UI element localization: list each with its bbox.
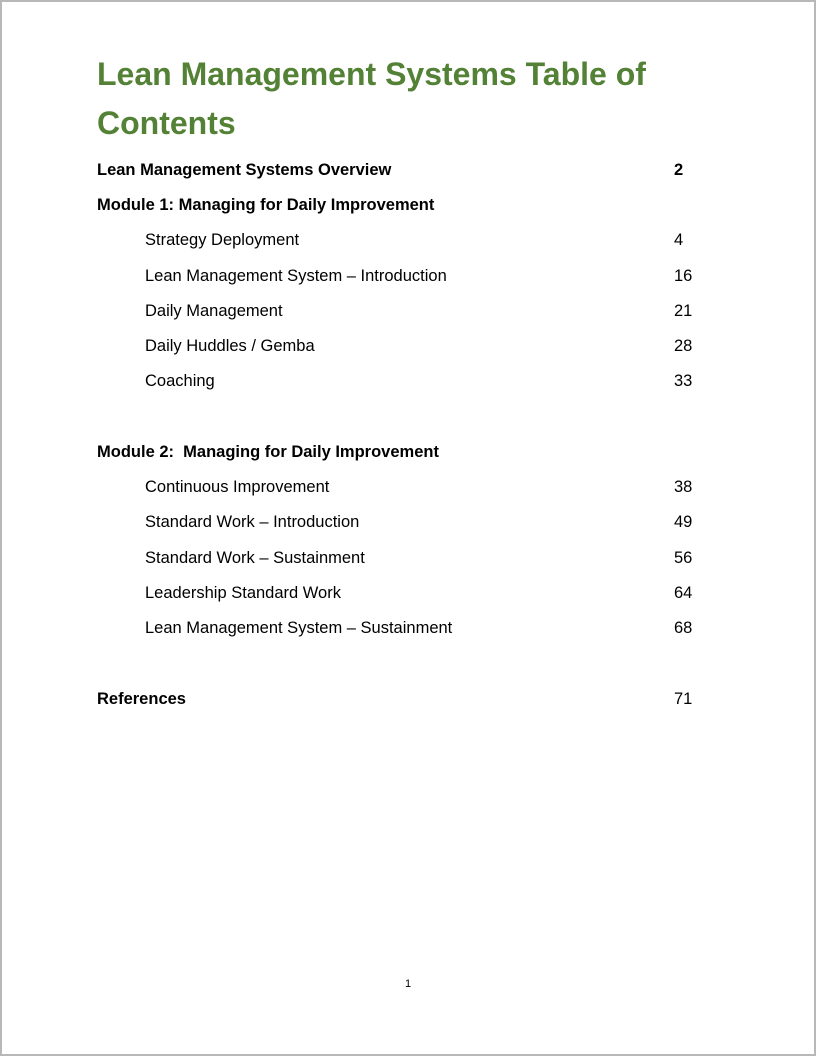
toc-entry-page: 4 [674,231,684,249]
toc-entry-page: 38 [674,478,693,496]
toc-entry-label: Coaching [145,372,215,390]
toc-entry-label: Strategy Deployment [145,231,300,249]
toc-entry-label: Module 1: Managing for Daily Improvement [97,196,435,214]
toc-entry-label: Daily Huddles / Gemba [145,337,315,355]
toc-entry-page: 64 [674,584,693,602]
page-number: 1 [404,978,412,990]
toc-entry-label: Module 2: Managing for Daily Improvement [97,443,439,461]
toc-entry-page: 49 [674,513,693,531]
toc-entry-label: Continuous Improvement [145,478,330,496]
toc-entry-label: Leadership Standard Work [145,584,341,602]
toc-entry-page: 56 [674,549,693,567]
toc-entry-label: Lean Management System – Sustainment [145,619,453,637]
toc-entry-label: Standard Work – Introduction [145,513,360,531]
toc-entry-label: References [97,690,186,708]
page-title: Lean Management Systems Table of Contents [97,56,646,141]
toc-entry-page: 71 [674,690,693,708]
toc-entry-page: 21 [674,302,693,320]
toc-entry-page: 28 [674,337,693,355]
toc-entry-page: 16 [674,267,693,285]
toc-entry-label: Lean Management Systems Overview [97,161,392,179]
toc-entry-page: 2 [674,161,684,179]
toc-entry-label: Lean Management System – Introduction [145,267,447,285]
toc-entry-page: 68 [674,619,693,637]
toc-entry-label: Standard Work – Sustainment [145,549,365,567]
toc-entry-label: Daily Management [145,302,283,320]
toc-entry-page: 33 [674,372,693,390]
